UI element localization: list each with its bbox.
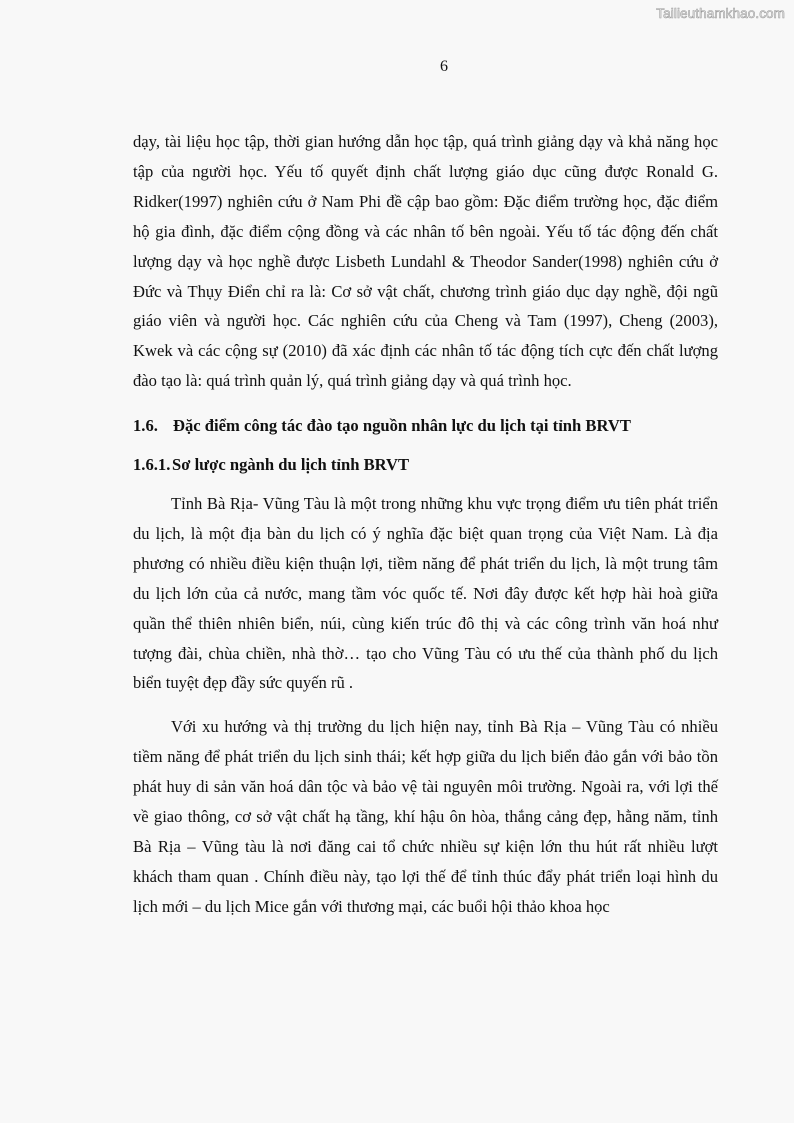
paragraph-spacer [133,698,718,712]
paragraph-brvt-overview: Tỉnh Bà Rịa- Vũng Tàu là một trong những khu vực trọng điểm ưu tiên phát triển du lịch, là một địa bàn du lịch có ý nghĩa đặc biệt quan trọng của Việt Nam. Là địa phương có nhiều điều kiện thuận lợi, tiềm năng để phát triển du lịch, là một trung tâm du lịch lớn của cả nước, mang tầm vóc quốc tế. Nơi đây được kết hợp hài hoà giữa quần thể thiên nhiên biển, núi, cùng kiến trúc đô thị và các công trình văn hoá như tượng đài, chùa chiền, nhà thờ… tạo cho Vũng Tàu có ưu thế của thành phố du lịch biển tuyệt đẹp đầy sức quyến rũ . [133,493,718,693]
section-title: Đặc điểm công tác đào tạo nguồn nhân lực du lịch tại tỉnh BRVT [173,416,631,436]
subsection-number: 1.6.1. [133,455,171,475]
page-number: 6 [440,58,448,75]
watermark: Tailieuthamkhao.com [656,6,785,21]
section-number: 1.6. [133,416,158,436]
document-body [133,127,718,922]
subsection-title: Sơ lược ngành du lịch tỉnh BRVT [172,455,410,475]
subsection-heading-1-6-1 [133,450,718,480]
section-heading-1-6 [133,411,718,441]
paragraph-quality-factors: dạy, tài liệu học tập, thời gian hướng dẫn học tập, quá trình giảng dạy và khả năng học tập của người học. Yếu tố quyết định chất lượng giáo dục cũng được Ronald G. Ridker(1997) nghiên cứu ở Nam Phi đề cập bao gồm: Đặc điểm trường học, đặc điểm hộ gia đình, đặc điểm cộng đồng và các nhân tố bên ngoài. Yếu tố tác động đến chất lượng dạy và học nghề được Lisbeth Lundahl & Theodor Sander(1998) nghiên cứu ở Đức và Thụy Điển chỉ ra là: Cơ sở vật chất, chương trình giáo dục dạy nghề, đội ngũ giáo viên và người học. Các nghiên cứu của Cheng và Tam (1997), Cheng (2003), Kwek và các cộng sự (2010) đã xác định các nhân tố tác động tích cực đến chất lượng đào tạo là: quá trình quản lý, quá trình giảng dạy và quá trình học. [133,132,718,391]
paragraph-tourism-trends: Với xu hướng và thị trường du lịch hiện nay, tỉnh Bà Rịa – Vũng Tàu có nhiều tiềm năng để phát triển du lịch sinh thái; kết hợp giữa du lịch biển đảo gắn với bảo tồn phát huy di sản văn hoá dân tộc và bảo vệ tài nguyên môi trường. Ngoài ra, với lợi thế về giao thông, cơ sở vật chất hạ tầng, khí hậu ôn hòa, thắng cảng đẹp, hằng năm, tỉnh Bà Rịa – Vũng tàu là nơi đăng cai tổ chức nhiều sự kiện lớn thu hút rất nhiều lượt khách tham quan . Chính điều này, tạo lợi thế để tỉnh thúc đẩy phát triển loại hình du lịch mới – du lịch Mice gắn với thương mại, các buổi hội thảo khoa học [133,717,718,916]
